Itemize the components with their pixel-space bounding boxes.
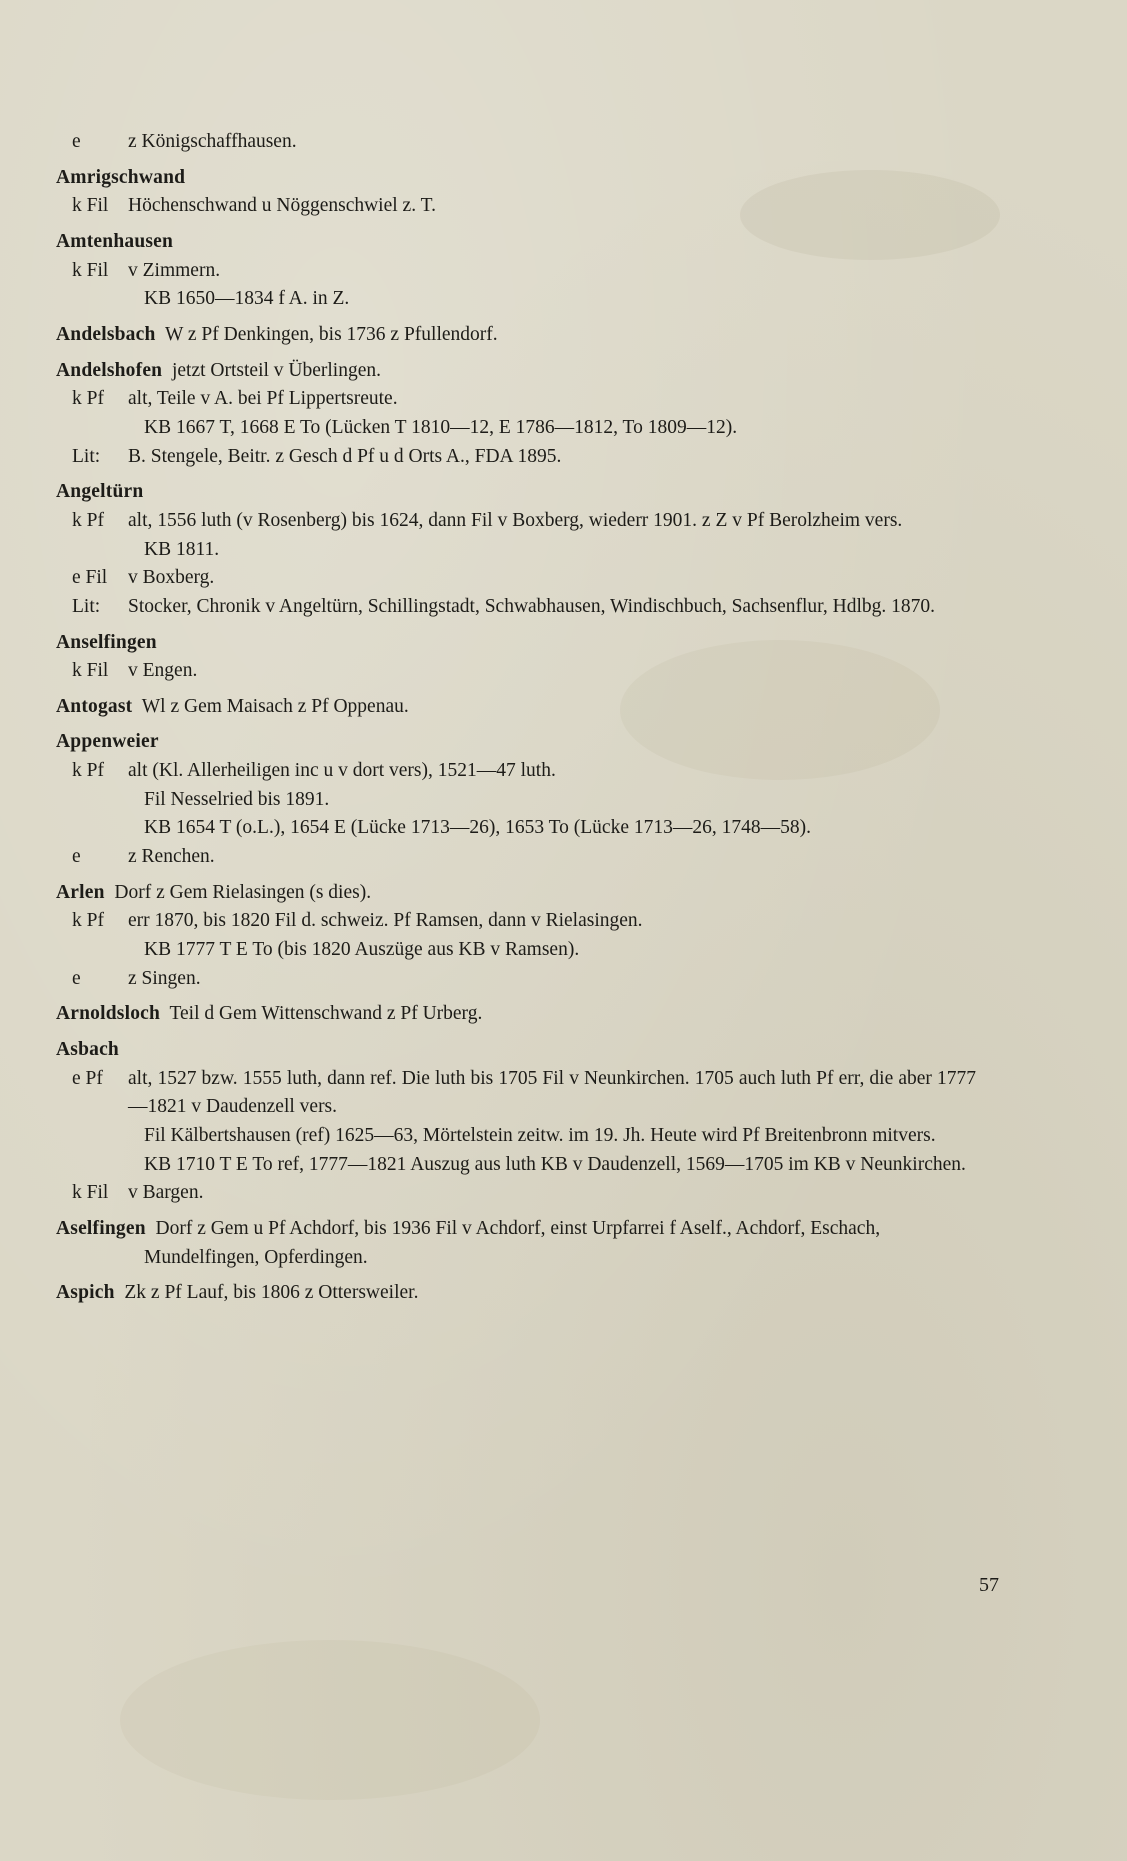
entry-arnoldsloch (56, 1000, 976, 1029)
entry-tag: k Fil (72, 660, 109, 682)
entry-text: v Bargen. (128, 1182, 204, 1204)
entry-text: z Königschaffhausen. (128, 131, 297, 152)
entry-headline: Aspich (56, 1282, 115, 1304)
entry-headline: Angeltürn (56, 481, 144, 503)
entry-tag: e Pf (72, 1067, 103, 1089)
entry-text: v Boxberg. (128, 567, 215, 589)
entry-line (56, 1179, 976, 1208)
entry-aselfingen (56, 1215, 976, 1272)
entry-line (56, 385, 976, 414)
entry-text: z Singen. (128, 967, 201, 989)
entry-line (56, 507, 976, 536)
entry-headline: Anselfingen (56, 631, 157, 653)
entry-line (56, 593, 976, 622)
entry-headline: Appenweier (56, 731, 159, 753)
entry-line (56, 564, 976, 593)
entry-headline: Arnoldsloch (56, 1003, 161, 1025)
entry-text: alt, 1556 luth (v Rosenberg) bis 1624, dann Fil v Boxberg, wiederr 1901. z Z v Pf Berolzheim vers. (128, 509, 903, 531)
entry-text: v Zimmern. (128, 259, 221, 281)
entry-line (56, 257, 976, 286)
entry-tag: e (72, 131, 81, 152)
entry-line (56, 693, 976, 722)
entry-headline: Asbach (56, 1039, 119, 1061)
entry-line (56, 843, 976, 872)
entry-tag: k Pf (72, 509, 104, 531)
entry-text: B. Stengele, Beitr. z Gesch d Pf u d Orts A., FDA 1895. (128, 445, 562, 467)
entry-subline: KB 1777 T E To (bis 1820 Auszüge aus KB v Ramsen). (144, 939, 580, 961)
entry-line (56, 657, 976, 686)
entry-asbach (56, 1036, 976, 1208)
entry-anselfingen (56, 629, 976, 686)
entry-text: Dorf z Gem Rielasingen (s dies). (114, 881, 372, 903)
entry-tag: k Fil (72, 259, 109, 281)
entry-text: alt, Teile v A. bei Pf Lippertsreute. (128, 388, 398, 410)
entry-line (56, 128, 976, 157)
entry-tag: k Pf (72, 760, 104, 782)
entry-text: Teil d Gem Wittenschwand z Pf Urberg. (169, 1003, 483, 1025)
entry-subline: KB 1650—1834 f A. in Z. (144, 288, 350, 310)
entry-headline: Amrigschwand (56, 166, 186, 188)
entry-line (56, 757, 976, 786)
entry-text: Dorf z Gem u Pf Achdorf, bis 1936 Fil v Achdorf, einst Urpfarrei f Aself., Achdorf, Eschach, Mundelfingen, Opferdingen. (144, 1217, 881, 1268)
entry-subline: Fil Kälbertshausen (ref) 1625—63, Mörtelstein zeitw. im 19. Jh. Heute wird Pf Breitenbronn mitvers. (144, 1125, 936, 1146)
entry-subline: Fil Nesselried bis 1891. (144, 788, 330, 810)
entry-tag: Lit: (72, 595, 101, 617)
entry-line (56, 879, 976, 908)
entry-text: alt, 1527 bzw. 1555 luth, dann ref. Die luth bis 1705 Fil v Neunkirchen. 1705 auch luth Pf err, die aber 1777—1821 v Daudenzell vers. (128, 1067, 976, 1118)
entry-text: err 1870, bis 1820 Fil d. schweiz. Pf Ramsen, dann v Rielasingen. (128, 910, 643, 932)
entry-line (56, 965, 976, 994)
entry-tag: k Fil (72, 1182, 109, 1204)
entry-text: Wl z Gem Maisach z Pf Oppenau. (141, 695, 409, 717)
entry-subline: KB 1811. (144, 538, 220, 560)
entry-subline: KB 1654 T (o.L.), 1654 E (Lücke 1713—26), 1653 To (Lücke 1713—26, 1748—58). (144, 817, 811, 839)
entry-line (56, 1000, 976, 1029)
entry-koenigschaffhausen (56, 128, 976, 157)
page-stain (120, 1640, 540, 1800)
entry-aspich (56, 1279, 976, 1308)
entry-tag: e (72, 967, 81, 989)
entry-line (56, 443, 976, 472)
entry-line (56, 1279, 976, 1308)
entry-subline: KB 1710 T E To ref, 1777—1821 Auszug aus luth KB v Daudenzell, 1569—1705 im KB v Neunkirchen. (144, 1153, 966, 1175)
entry-line (56, 357, 976, 386)
entry-amtenhausen (56, 228, 976, 314)
entry-antogast (56, 693, 976, 722)
entry-text: z Renchen. (128, 846, 215, 868)
entry-text: Stocker, Chronik v Angeltürn, Schillingstadt, Schwabhausen, Windischbuch, Sachsenflur, Hdlbg. 1870. (128, 595, 935, 617)
entry-andelshofen (56, 357, 976, 472)
entry-amrigschwand (56, 164, 976, 221)
entry-text: alt (Kl. Allerheiligen inc u v dort vers), 1521—47 luth. (128, 760, 556, 782)
entry-line (56, 1065, 976, 1122)
entry-text: jetzt Ortsteil v Überlingen. (171, 359, 382, 381)
entry-text: W z Pf Denkingen, bis 1736 z Pfullendorf. (164, 323, 498, 345)
entry-subline: KB 1667 T, 1668 E To (Lücken T 1810—12, E 1786—1812, To 1809—12). (144, 416, 738, 438)
entry-appenweier (56, 728, 976, 871)
entry-line (56, 907, 976, 936)
entry-tag: k Pf (72, 910, 104, 932)
entry-line (56, 321, 976, 350)
entry-andelsbach (56, 321, 976, 350)
entry-headline: Amtenhausen (56, 230, 174, 252)
entry-line (56, 192, 976, 221)
entry-text: v Engen. (128, 660, 198, 682)
entry-arlen (56, 879, 976, 994)
page-body (56, 128, 976, 1315)
entry-headline: Arlen (56, 881, 105, 903)
entry-tag: e (72, 846, 81, 868)
entry-headline: Aselfingen (56, 1217, 146, 1239)
page-number: 57 (979, 1574, 999, 1596)
entry-text: Höchenschwand u Nöggenschwiel z. T. (128, 195, 436, 217)
entry-headline: Andelsbach (56, 323, 156, 345)
entry-tag: e Fil (72, 567, 108, 589)
entry-headline: Andelshofen (56, 359, 163, 381)
entry-tag: k Pf (72, 388, 104, 410)
entry-angeltuern (56, 478, 976, 621)
entry-tag: Lit: (72, 445, 101, 467)
entry-text: Zk z Pf Lauf, bis 1806 z Ottersweiler. (124, 1282, 419, 1304)
entry-headline: Antogast (56, 695, 133, 717)
entry-tag: k Fil (72, 195, 109, 217)
